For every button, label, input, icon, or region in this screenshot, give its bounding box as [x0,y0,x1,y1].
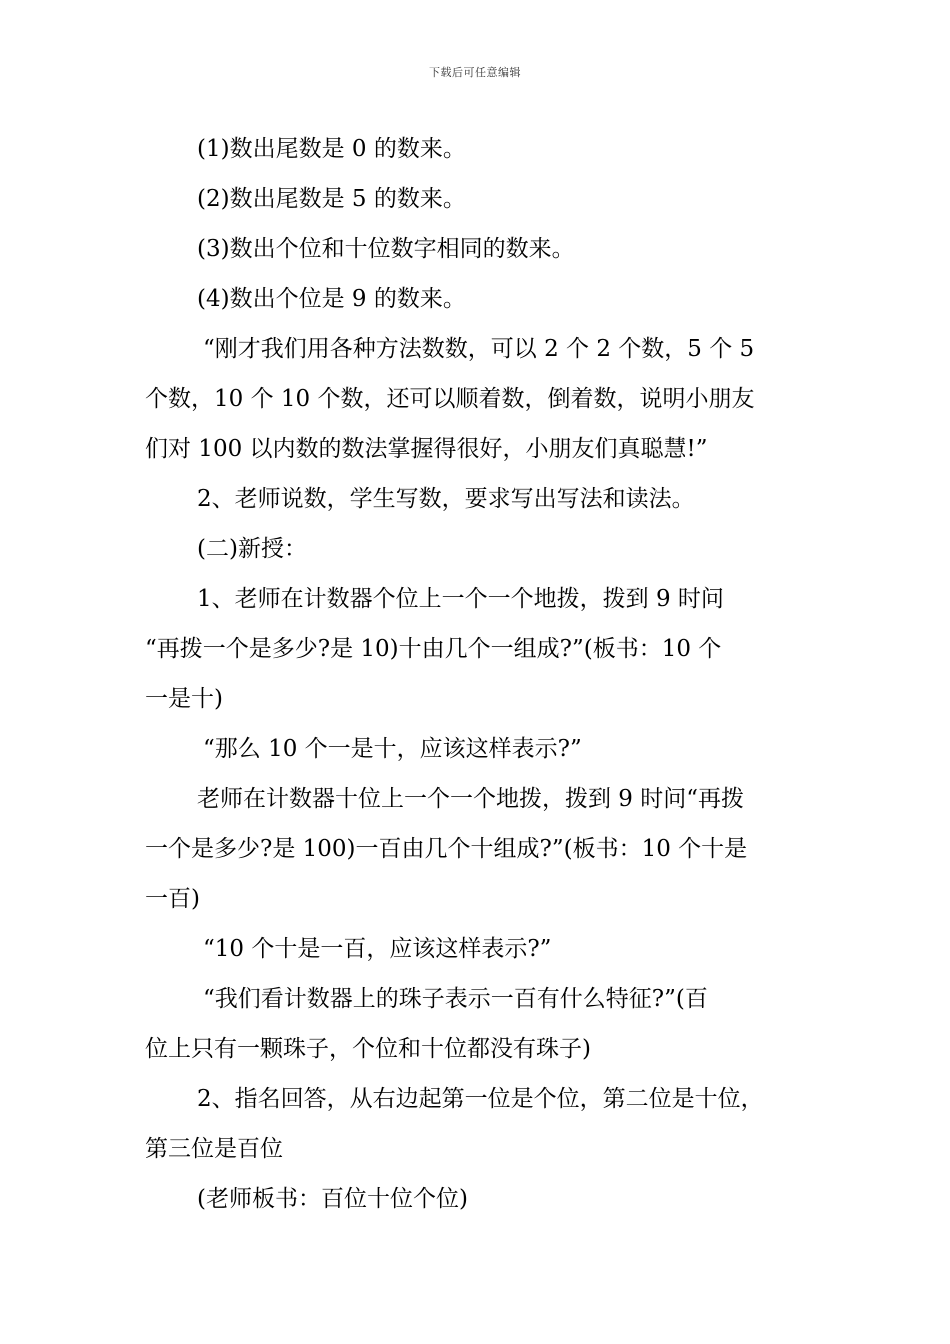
text-line: (老师板书：百位十位个位) [197,1186,468,1212]
text-line: (4)数出个位是 9 的数来。 [197,286,466,312]
text-line: 们对 100 以内数的数法掌握得很好，小朋友们真聪慧!” [145,436,708,462]
text-line: 1、老师在计数器个位上一个一个地拨，拨到 9 时问 [197,586,724,612]
page-header: 下载后可任意编辑 [429,66,521,79]
text-line: 位上只有一颗珠子，个位和十位都没有珠子) [145,1036,591,1062]
text-line: 2、老师说数，学生写数，要求写出写法和读法。 [197,486,695,512]
text-line: 一是十) [145,686,223,712]
text-line: (二)新授： [197,536,307,562]
text-line: “10 个十是一百，应该这样表示?” [203,936,552,962]
text-line: “我们看计数器上的珠子表示一百有什么特征?”(百 [203,986,708,1012]
text-line: 第三位是百位 [145,1136,283,1162]
text-line: 一百) [145,886,200,912]
text-line: 2、指名回答，从右边起第一位是个位，第二位是十位， [197,1086,764,1112]
document-body [145,124,810,1224]
text-line: “那么 10 个一是十，应该这样表示?” [203,736,582,762]
text-line: (2)数出尾数是 5 的数来。 [197,186,466,212]
text-line: 一个是多少?是 100)一百由几个十组成?”(板书：10 个十是 [145,836,748,862]
text-line: “再拨一个是多少?是 10)十由几个一组成?”(板书：10 个 [145,636,722,662]
text-line: “刚才我们用各种方法数数，可以 2 个 2 个数，5 个 5 [203,336,755,362]
text-line: 个数，10 个 10 个数，还可以顺着数，倒着数，说明小朋友 [145,386,755,412]
text-line: 老师在计数器十位上一个一个地拨，拨到 9 时问“再拨 [197,786,745,812]
text-line: (3)数出个位和十位数字相同的数来。 [197,236,575,262]
text-line: (1)数出尾数是 0 的数来。 [197,136,466,162]
